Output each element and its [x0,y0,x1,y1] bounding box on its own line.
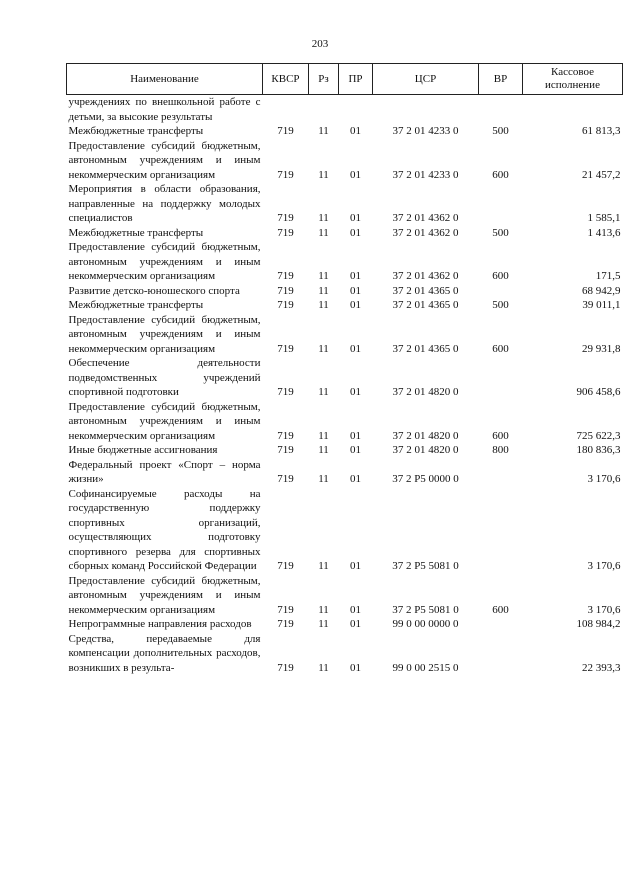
cell-name: Непрограммные направления расходов [68,618,252,630]
budget-execution-table [66,63,623,675]
table-row [67,400,623,444]
cell-name: Предоставление субсидий бюджетным, автономным учреждениям и иным некоммерческим организациям [68,313,261,355]
cell-csr: 37 2 P5 0000 0 [392,473,459,485]
table-row [67,240,623,284]
table-row [67,632,623,676]
cell-rz: 11 [318,444,329,456]
cell-kvsr: 719 [277,618,294,630]
cell-vr: 500 [492,299,509,311]
cell-kvsr: 719 [277,386,294,398]
header-amount: Кассовое исполнение [523,64,623,95]
cell-csr: 37 2 01 4233 0 [392,168,459,181]
header-vr: ВР [479,64,523,95]
cell-kvsr: 719 [277,603,294,616]
cell-csr: 37 2 P5 5081 0 [392,603,459,616]
cell-kvsr: 719 [277,299,294,311]
cell-kvsr: 719 [277,212,294,224]
cell-kvsr: 719 [277,270,294,282]
table-row [67,226,623,241]
cell-amount: 3 170,6 [587,473,621,485]
cell-csr: 37 2 01 4365 0 [392,284,459,297]
table-row [67,443,623,458]
cell-csr: 37 2 01 4233 0 [392,125,459,137]
cell-pr: 01 [350,270,361,282]
cell-kvsr: 719 [277,661,294,674]
cell-name: Развитие детско-юношеского спорта [68,284,240,297]
table-row [67,574,623,618]
cell-name: Межбюджетные трансферты [68,125,204,137]
table-body [67,95,623,676]
cell-pr: 01 [350,429,361,442]
table-row [67,313,623,357]
cell-amount: 906 458,6 [576,386,621,398]
cell-kvsr: 719 [277,429,294,442]
cell-kvsr: 719 [277,444,294,456]
cell-rz: 11 [318,125,329,137]
cell-amount: 21 457,2 [582,168,621,181]
cell-pr [339,95,373,125]
cell-csr: 37 2 01 4820 0 [392,444,459,456]
cell-vr [479,617,523,632]
cell-amount: 3 170,6 [587,560,621,572]
cell-amount: 1 585,1 [587,212,621,224]
cell-pr: 01 [350,473,361,485]
cell-csr: 37 2 01 4820 0 [392,386,459,398]
table-header-row [67,64,623,95]
cell-kvsr [263,95,309,125]
cell-rz: 11 [318,661,329,674]
cell-pr: 01 [350,125,361,137]
cell-amount: 3 170,6 [587,603,621,616]
cell-pr: 01 [350,212,361,224]
cell-name: Межбюджетные трансферты [68,299,204,311]
header-kvsr: КВСР [263,64,309,95]
cell-pr: 01 [350,603,361,616]
table-row [67,139,623,183]
cell-vr: 500 [492,226,509,239]
cell-csr: 37 2 01 4362 0 [392,212,459,224]
cell-pr: 01 [350,284,361,297]
cell-amount: 61 813,3 [582,125,621,137]
cell-name: Обеспечение деятельности подведомственных учреждений спортивной подготовки [68,357,261,398]
cell-amount: 725 622,3 [576,429,621,442]
cell-amount: 39 011,1 [582,299,621,311]
table-row [67,356,623,400]
cell-rz: 11 [318,603,329,616]
cell-rz: 11 [318,473,329,485]
cell-rz: 11 [318,386,329,398]
cell-name: Иные бюджетные ассигнования [68,444,218,456]
cell-csr [373,95,479,125]
cell-vr: 600 [492,270,509,282]
cell-amount: 29 931,8 [582,342,621,355]
cell-kvsr: 719 [277,226,294,239]
cell-vr [479,182,523,226]
cell-vr: 600 [492,603,509,616]
cell-pr: 01 [350,618,361,630]
cell-vr: 800 [492,444,509,456]
cell-rz: 11 [318,270,329,282]
cell-vr: 600 [492,168,509,181]
cell-kvsr: 719 [277,284,294,297]
table-row [67,298,623,313]
cell-csr: 37 2 01 4365 0 [392,299,459,311]
table-row [67,182,623,226]
cell-rz: 11 [318,342,329,355]
cell-name: Предоставление субсидий бюджетным, автономным учреждениям и иным некоммерческим организациям [68,139,261,181]
cell-kvsr: 719 [277,473,294,485]
cell-amount: 22 393,3 [582,661,621,674]
cell-vr: 600 [492,429,509,442]
cell-name: Средства, передаваемые для компенсации дополнительных расходов, возникших в результа- [68,632,261,674]
table-row [67,124,623,139]
cell-name: Межбюджетные трансферты [68,226,204,239]
table-row [67,284,623,299]
cell-amount: 1 413,6 [587,226,621,239]
cell-name: Предоставление субсидий бюджетным, автономным учреждениям и иным некоммерческим организациям [68,400,261,442]
cell-csr: 37 2 01 4362 0 [392,270,459,282]
cell-pr: 01 [350,342,361,355]
cell-csr: 37 2 01 4362 0 [392,226,459,239]
cell-name: Федеральный проект «Спорт – норма жизни» [68,458,261,485]
cell-rz: 11 [318,429,329,442]
cell-pr: 01 [350,444,361,456]
cell-vr: 600 [492,342,509,355]
table-row [67,487,623,574]
table-row [67,458,623,487]
cell-rz: 11 [318,226,329,239]
cell-csr: 37 2 01 4820 0 [392,429,459,442]
cell-name: Софинансируемые расходы на государственную поддержку спортивных организаций, осуществляющих подготовку спортивного резерва для спортивных сборных команд Российской Федерации [68,487,261,572]
cell-rz: 11 [318,284,329,297]
cell-name: Предоставление субсидий бюджетным, автономным учреждениям и иным некоммерческим организациям [68,574,261,616]
cell-amount: 180 836,3 [576,444,621,456]
cell-name: учреждениях по внешкольной работе с детьми, за высокие результаты [68,96,261,123]
cell-vr: 500 [492,125,509,137]
cell-csr: 99 0 00 2515 0 [392,661,459,674]
cell-kvsr: 719 [277,125,294,137]
cell-vr [479,458,523,487]
cell-vr [479,284,523,299]
cell-amount: 171,5 [595,270,621,282]
cell-csr: 99 0 00 0000 0 [392,618,459,630]
table-row [67,617,623,632]
cell-vr [479,356,523,400]
cell-pr: 01 [350,386,361,398]
cell-rz [309,95,339,125]
header-csr: ЦСР [373,64,479,95]
header-pr: ПР [339,64,373,95]
header-name: Наименование [67,64,263,95]
cell-csr: 37 2 P5 5081 0 [392,560,459,572]
cell-rz: 11 [318,168,329,181]
cell-amount [523,95,623,125]
cell-name: Предоставление субсидий бюджетным, автономным учреждениям и иным некоммерческим организациям [68,241,261,282]
cell-amount: 108 984,2 [576,618,621,630]
cell-vr [479,95,523,125]
cell-vr [479,487,523,574]
cell-kvsr: 719 [277,560,294,572]
cell-pr: 01 [350,226,361,239]
cell-kvsr: 719 [277,342,294,355]
cell-pr: 01 [350,560,361,572]
cell-rz: 11 [318,560,329,572]
cell-pr: 01 [350,299,361,311]
cell-csr: 37 2 01 4365 0 [392,342,459,355]
table-row [67,95,623,125]
cell-pr: 01 [350,168,361,181]
cell-name: Мероприятия в области образования, направленные на поддержку молодых специалистов [68,183,261,224]
cell-kvsr: 719 [277,168,294,181]
cell-rz: 11 [318,299,329,311]
cell-vr [479,632,523,676]
header-rz: Рз [309,64,339,95]
page-number: 203 [311,38,329,50]
cell-rz: 11 [318,618,329,630]
cell-pr: 01 [350,661,361,674]
cell-rz: 11 [318,212,329,224]
cell-amount: 68 942,9 [582,284,621,297]
